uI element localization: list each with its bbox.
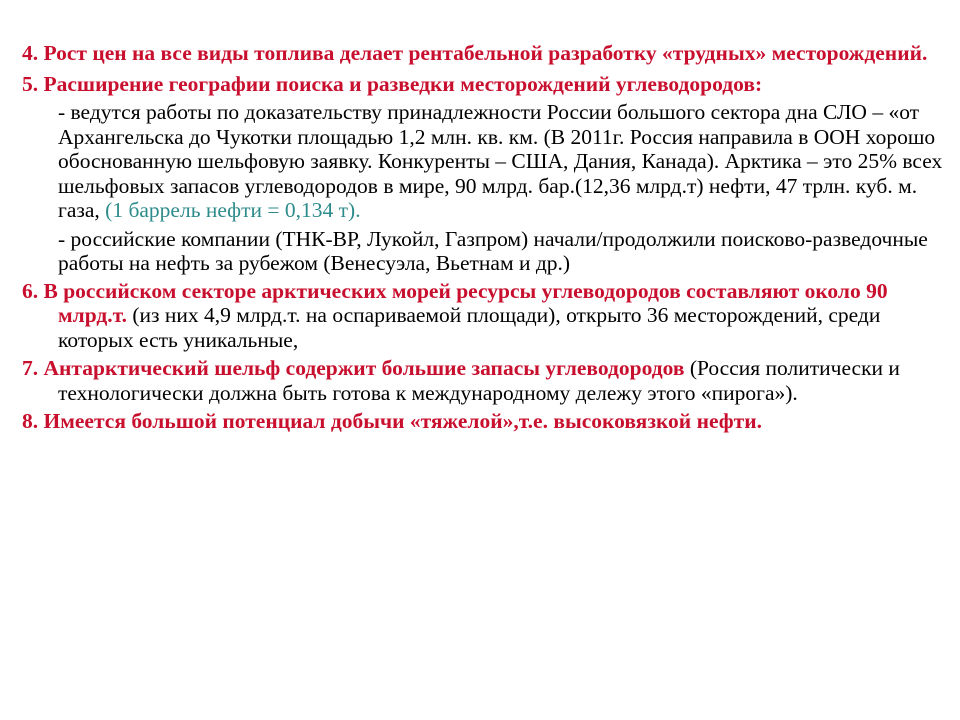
point-5-subitem-2	[22, 227, 947, 276]
point-4	[22, 41, 947, 66]
barrel-conversion-note: (1 баррель нефти = 0,134 т).	[105, 198, 361, 222]
point-7	[22, 356, 947, 405]
point-5-heading: 5. Расширение географии поиска и разведки месторождений углеводородов:	[22, 71, 763, 96]
point-8	[22, 409, 947, 434]
point-6	[22, 279, 947, 353]
point-7-text: (Россия политически и технологически должна быть готова к международному дележу этого «пирога»).	[58, 356, 900, 405]
point-5	[22, 72, 947, 97]
point-5-subitem-1	[22, 100, 947, 223]
point-7-heading: 7. Антарктический шельф содержит большие запасы углеводородов	[22, 356, 685, 380]
slide-content	[22, 41, 947, 434]
point-8-heading: 8. Имеется большой потенциал добычи «тяжелой»,т.е. высоковязкой нефти.	[22, 409, 762, 433]
point-4-heading: 4. Рост цен на все виды топлива делает рентабельной разработку «трудных» месторождений.	[22, 41, 928, 65]
point-6-text: (из них 4,9 млрд.т. на оспариваемой площади), открыто 36 месторождений, среди которых есть уникальные,	[58, 303, 881, 352]
point-6-heading: 6. В российском секторе арктических морей ресурсы углеводородов составляют около 90 млрд.т.	[22, 278, 888, 327]
point-5-subitem-1-text: - ведутся работы по доказательству принадлежности России большого сектора дна СЛО – «от Архангельска до Чукотки площадью 1,2 млн. кв. км. (В 2011г. Россия направила в ООН хорошо обоснованную шельфовую заявку. Конкуренты – США, Дания, Канада). Арктика – это 25% всех шельфовых запасов углеводородов в мире, 90 млрд. бар.(12,36 млрд.т) нефти, 47 трлн. куб. м. газа,	[58, 100, 943, 222]
point-5-subitem-2-text: - российские компании (ТНК-ВР, Лукойл, Газпром) начали/продолжили поисково-разведочные работы на нефть за рубежом (Венесуэла, Вьетнам и др.)	[58, 226, 928, 275]
